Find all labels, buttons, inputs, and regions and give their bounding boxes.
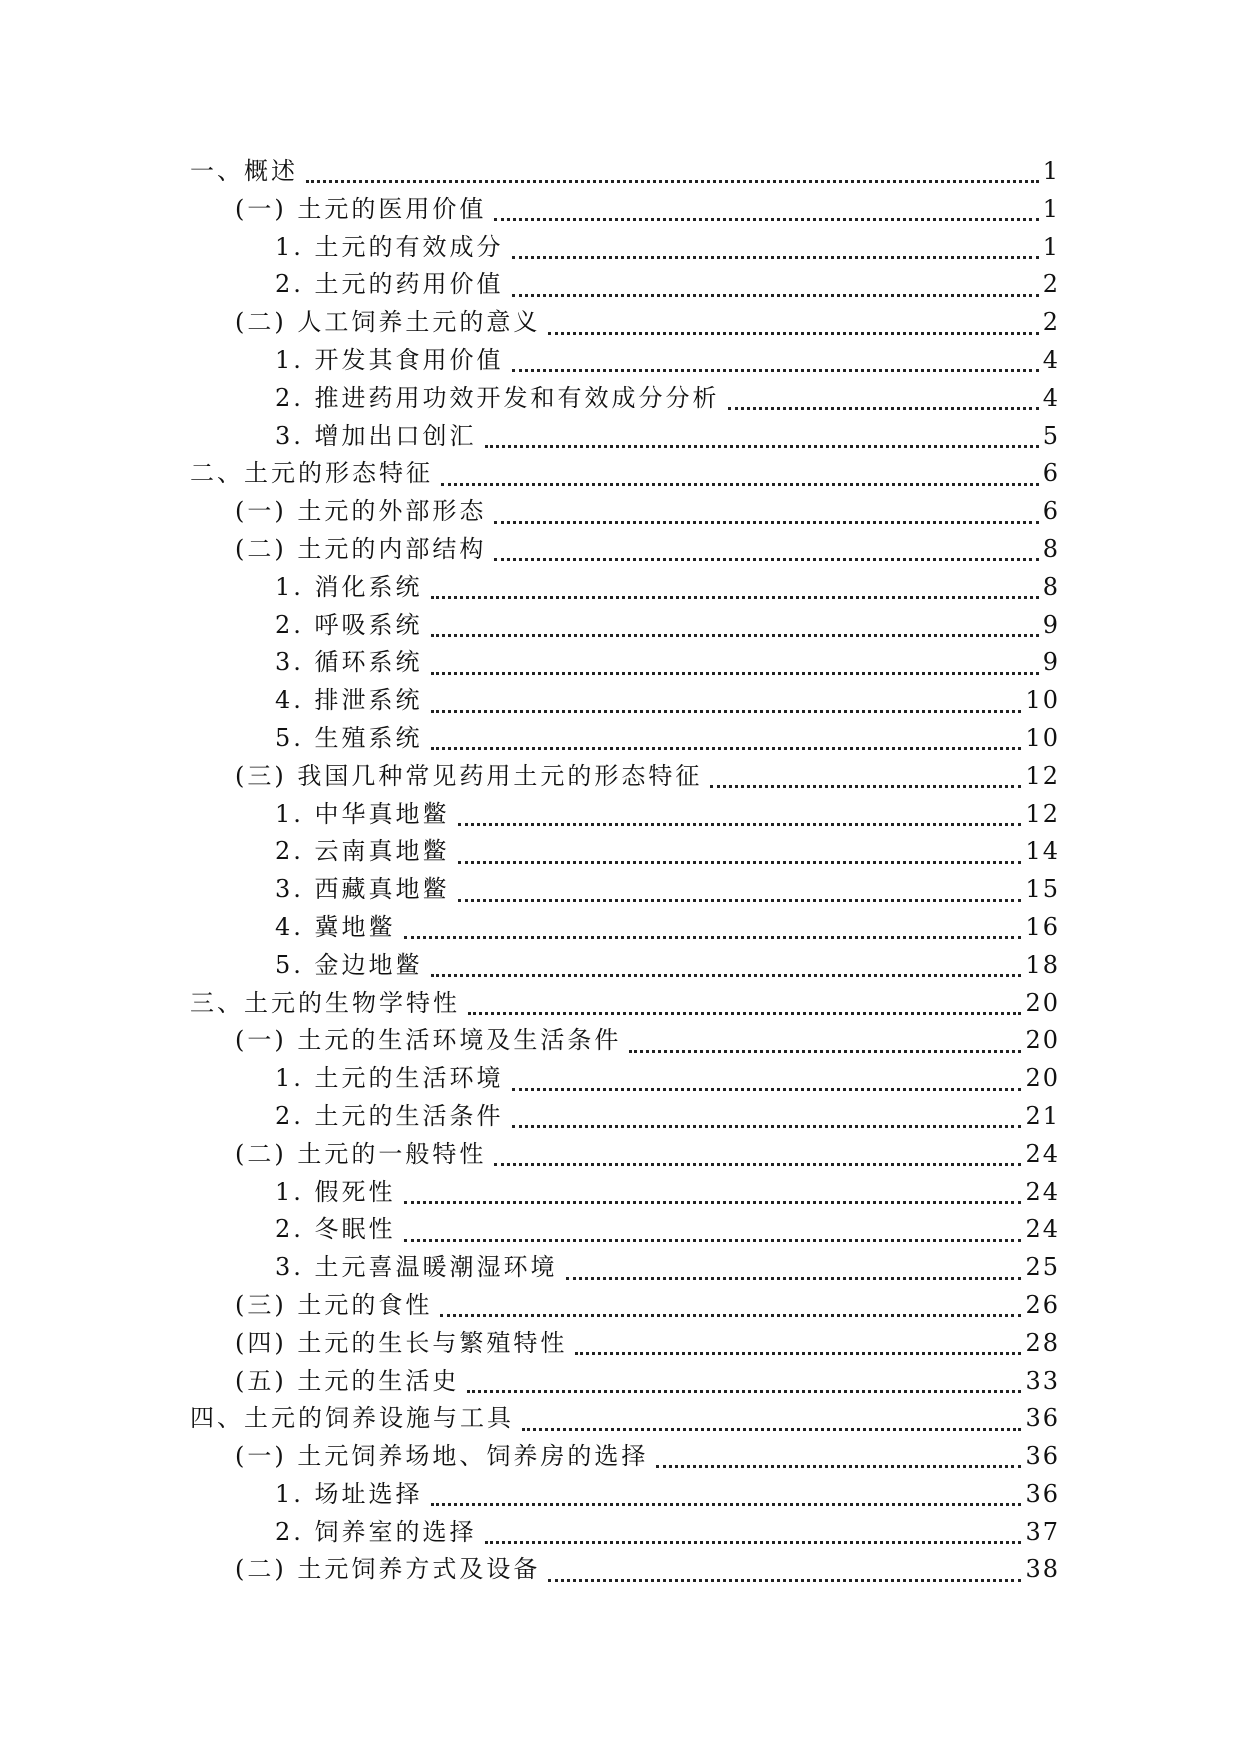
toc-entry-page-number: 36: [1025, 1479, 1060, 1508]
toc-entry[interactable]: [190, 1287, 1060, 1325]
toc-entry[interactable]: [190, 682, 1060, 720]
toc-entry-title: (三) 我国几种常见药用土元的形态特征: [235, 761, 703, 790]
dot-leader: [306, 180, 1039, 183]
toc-entry[interactable]: [190, 569, 1060, 607]
dot-leader: [485, 445, 1039, 448]
toc-entry-page-number: 20: [1025, 988, 1060, 1017]
toc-entry[interactable]: [190, 1211, 1060, 1249]
toc-entry-title: 5. 金边地鳖: [275, 950, 423, 979]
toc-entry-title: 三、土元的生物学特性: [190, 988, 460, 1017]
toc-entry-title: (三) 土元的食性: [235, 1290, 433, 1319]
toc-entry[interactable]: [190, 531, 1060, 569]
dot-leader: [512, 1088, 1022, 1091]
toc-entry[interactable]: [190, 720, 1060, 758]
toc-entry[interactable]: [190, 644, 1060, 682]
toc-entry[interactable]: [190, 1136, 1060, 1174]
toc-entry-title: 2. 饲养室的选择: [275, 1517, 477, 1546]
dot-leader: [404, 1201, 1022, 1204]
toc-entry-page-number: 26: [1025, 1290, 1060, 1319]
dot-leader: [656, 1465, 1021, 1468]
toc-entry-title: (二) 土元饲养方式及设备: [235, 1555, 541, 1584]
dot-leader: [431, 672, 1039, 675]
toc-entry-title: 2. 土元的生活条件: [275, 1101, 504, 1130]
toc-entry-page-number: 15: [1025, 875, 1060, 904]
toc-entry-page-number: 10: [1025, 723, 1060, 752]
toc-entry-title: 一、概述: [190, 157, 298, 185]
dot-leader: [458, 861, 1022, 864]
toc-entry-page-number: 9: [1042, 610, 1060, 639]
dot-leader: [468, 1012, 1021, 1015]
dot-leader: [440, 1314, 1021, 1317]
dot-leader: [512, 369, 1039, 372]
dot-leader: [431, 596, 1039, 599]
toc-entry-page-number: 4: [1042, 345, 1060, 374]
toc-entry-page-number: 6: [1042, 497, 1060, 526]
dot-leader: [458, 823, 1022, 826]
toc-entry-title: 2. 推进药用功效开发和有效成分分析: [275, 383, 720, 412]
toc-entry[interactable]: [190, 455, 1060, 493]
dot-leader: [512, 294, 1039, 297]
toc-entry[interactable]: [190, 607, 1060, 645]
toc-entry-title: (一) 土元饲养场地、饲养房的选择: [235, 1442, 649, 1471]
toc-entry-page-number: 2: [1042, 270, 1060, 299]
toc-entry-page-number: 24: [1025, 1139, 1060, 1168]
dot-leader: [548, 332, 1038, 335]
toc-entry-title: (二) 人工饲养土元的意义: [235, 308, 541, 337]
toc-entry-page-number: 8: [1042, 534, 1060, 563]
toc-entry-title: 1. 场址选择: [275, 1479, 423, 1508]
toc-entry[interactable]: [190, 304, 1060, 342]
toc-entry[interactable]: [190, 1325, 1060, 1363]
toc-entry-title: 1. 消化系统: [275, 572, 423, 601]
dot-leader: [441, 483, 1039, 486]
toc-entry-title: 2. 云南真地鳖: [275, 837, 450, 866]
toc-entry[interactable]: [190, 342, 1060, 380]
toc-entry-title: 1. 假死性: [275, 1177, 396, 1206]
toc-entry-page-number: 24: [1025, 1215, 1060, 1244]
toc-entry-page-number: 37: [1025, 1517, 1060, 1546]
dot-leader: [404, 1239, 1022, 1242]
dot-leader: [467, 1390, 1021, 1393]
toc-entry-title: 1. 开发其食用价值: [275, 345, 504, 374]
dot-leader: [566, 1277, 1022, 1280]
toc-entry-title: 2. 冬眠性: [275, 1215, 396, 1244]
toc-entry-title: 2. 土元的药用价值: [275, 270, 504, 299]
toc-entry-page-number: 20: [1025, 1026, 1060, 1055]
toc-entry[interactable]: [190, 947, 1060, 985]
toc-entry-page-number: 1: [1042, 232, 1060, 261]
dot-leader: [431, 710, 1022, 713]
dot-leader: [728, 407, 1039, 410]
toc-entry-title: 3. 循环系统: [275, 648, 423, 677]
toc-entry-title: 2. 呼吸系统: [275, 610, 423, 639]
toc-entry-page-number: 38: [1025, 1555, 1060, 1584]
toc-entry[interactable]: [190, 266, 1060, 304]
toc-entry[interactable]: [190, 833, 1060, 871]
dot-leader: [548, 1579, 1021, 1582]
toc-entry[interactable]: [190, 1551, 1060, 1589]
toc-entry-title: (一) 土元的医用价值: [235, 194, 487, 223]
toc-entry[interactable]: [190, 985, 1060, 1023]
dot-leader: [431, 1503, 1022, 1506]
toc-entry-title: (二) 土元的一般特性: [235, 1139, 487, 1168]
toc-entry[interactable]: [190, 1476, 1060, 1514]
dot-leader: [512, 1125, 1022, 1128]
toc-entry[interactable]: [190, 380, 1060, 418]
toc-entry-title: 4. 冀地鳖: [275, 912, 396, 941]
toc-entry[interactable]: [190, 1060, 1060, 1098]
toc-entry[interactable]: [190, 1438, 1060, 1476]
toc-entry-page-number: 14: [1025, 837, 1060, 866]
dot-leader: [458, 899, 1022, 902]
toc-entry-title: (一) 土元的外部形态: [235, 497, 487, 526]
toc-entry[interactable]: [190, 1022, 1060, 1060]
toc-entry-page-number: 18: [1025, 950, 1060, 979]
toc-entry-page-number: 12: [1025, 799, 1060, 828]
toc-entry[interactable]: [190, 1174, 1060, 1212]
toc-entry[interactable]: [190, 1363, 1060, 1401]
toc-entry-page-number: 36: [1025, 1404, 1060, 1433]
toc-entry-page-number: 20: [1025, 1064, 1060, 1093]
toc-entry-page-number: 4: [1042, 383, 1060, 412]
toc-entry-page-number: 2: [1042, 308, 1060, 337]
toc-entry-title: 四、土元的饲养设施与工具: [190, 1404, 514, 1433]
toc-entry-page-number: 21: [1025, 1101, 1060, 1130]
toc-entry-page-number: 1: [1042, 157, 1060, 185]
dot-leader: [431, 747, 1022, 750]
toc-entry-title: 1. 土元的有效成分: [275, 232, 504, 261]
toc-entry-title: 3. 增加出口创汇: [275, 421, 477, 450]
toc-entry[interactable]: [190, 758, 1060, 796]
dot-leader: [575, 1352, 1021, 1355]
toc-entry-title: (四) 土元的生长与繁殖特性: [235, 1328, 568, 1357]
toc-entry-title: (五) 土元的生活史: [235, 1366, 460, 1395]
toc-entry-page-number: 28: [1025, 1328, 1060, 1357]
toc-entry-page-number: 36: [1025, 1442, 1060, 1471]
dot-leader: [494, 218, 1038, 221]
toc-entry-title: 3. 土元喜温暖潮湿环境: [275, 1253, 558, 1282]
toc-entry-page-number: 8: [1042, 572, 1060, 601]
toc-entry-page-number: 6: [1042, 459, 1060, 488]
dot-leader: [522, 1428, 1021, 1431]
toc-entry[interactable]: [190, 418, 1060, 456]
dot-leader: [485, 1541, 1022, 1544]
toc-entry[interactable]: [190, 1400, 1060, 1438]
dot-leader: [431, 974, 1022, 977]
dot-leader: [404, 936, 1022, 939]
dot-leader: [512, 256, 1039, 259]
toc-entry-title: (二) 土元的内部结构: [235, 534, 487, 563]
toc-entry[interactable]: [190, 1249, 1060, 1287]
toc-entry-page-number: 9: [1042, 648, 1060, 677]
toc-entry-title: (一) 土元的生活环境及生活条件: [235, 1026, 622, 1055]
toc-entry-page-number: 5: [1042, 421, 1060, 450]
toc-entry-page-number: 16: [1025, 912, 1060, 941]
toc-entry[interactable]: [190, 909, 1060, 947]
dot-leader: [629, 1050, 1021, 1053]
toc-entry-title: 5. 生殖系统: [275, 723, 423, 752]
toc-entry[interactable]: [190, 493, 1060, 531]
toc-entry[interactable]: [190, 871, 1060, 909]
toc-entry-title: 4. 排泄系统: [275, 686, 423, 715]
dot-leader: [494, 1163, 1021, 1166]
toc-entry[interactable]: [190, 796, 1060, 834]
toc-entry-page-number: 12: [1025, 761, 1060, 790]
toc-entry[interactable]: [190, 229, 1060, 267]
toc-entry[interactable]: [190, 191, 1060, 229]
toc-entry-page-number: 10: [1025, 686, 1060, 715]
toc-entry-page-number: 24: [1025, 1177, 1060, 1206]
toc-entry-page-number: 25: [1025, 1253, 1060, 1282]
toc-entry-page-number: 33: [1025, 1366, 1060, 1395]
toc-entry-title: 3. 西藏真地鳖: [275, 875, 450, 904]
toc-entry-title: 1. 中华真地鳖: [275, 799, 450, 828]
dot-leader: [710, 785, 1021, 788]
dot-leader: [431, 634, 1039, 637]
toc-entry-title: 二、土元的形态特征: [190, 459, 433, 488]
toc-entry[interactable]: [190, 1098, 1060, 1136]
dot-leader: [494, 558, 1038, 561]
toc-entry-title: 1. 土元的生活环境: [275, 1064, 504, 1093]
toc-entry[interactable]: [190, 153, 1060, 191]
toc-entry[interactable]: [190, 1514, 1060, 1552]
table-of-contents: [190, 153, 1060, 1589]
toc-entry-page-number: 1: [1042, 194, 1060, 223]
dot-leader: [494, 521, 1038, 524]
